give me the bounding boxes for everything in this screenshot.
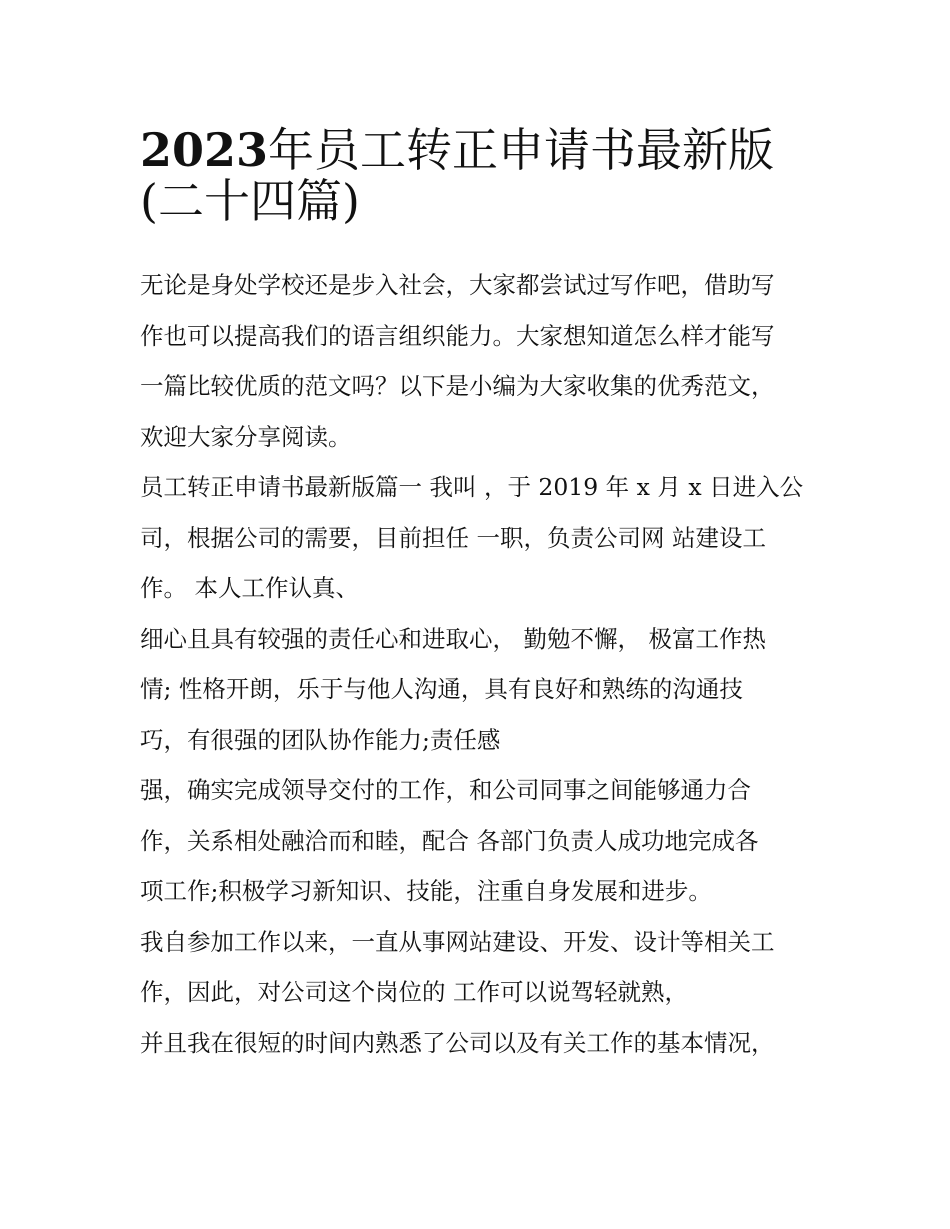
body-line: 我自参加工作以来，一直从事网站建设、开发、设计等相关工 <box>140 927 775 956</box>
body-line: 巧，有很强的团队协作能力;责任感 <box>140 725 501 754</box>
title-text: 年员工转正申请书最新版 <box>268 123 775 177</box>
body-line: 情; 性格开朗，乐于与他人沟通，具有良好和熟练的沟通技 <box>140 675 743 703</box>
title-year: 2023 <box>140 123 269 177</box>
body-line: 无论是身处学校还是步入社会，大家都尝试过写作吧，借助写 <box>140 271 775 299</box>
body-line: 司，根据公司的需要，目前担任 一职，负责公司网 站建设工 <box>140 523 766 552</box>
body-line: 欢迎大家分享阅读。 <box>140 422 352 451</box>
title-line-2: (二十四篇) <box>140 173 360 228</box>
document-title <box>140 112 830 228</box>
title-line-1 <box>140 112 830 177</box>
document-body <box>140 260 830 1068</box>
body-line: 一篇比较优质的范文吗？以下是小编为大家收集的优秀范文， <box>140 372 775 400</box>
body-line: 细心且具有较强的责任心和进取心， 勤勉不懈， 极富工作热 <box>140 624 766 653</box>
body-line: 员工转正申请书最新版篇一 我叫 ，于 2019 年 x 月 x 日进入公 <box>140 473 804 501</box>
body-line: 并且我在很短的时间内熟悉了公司以及有关工作的基本情况， <box>140 1028 775 1057</box>
body-line: 作，因此，对公司这个岗位的 工作可以说驾轻就熟， <box>140 978 688 1006</box>
body-line: 作，关系相处融洽而和睦，配合 各部门负责人成功地完成各 <box>140 826 759 855</box>
body-line: 项工作;积极学习新知识、技能，注重自身发展和进步。 <box>140 877 712 905</box>
body-line: 强，确实完成领导交付的工作，和公司同事之间能够通力合 <box>140 776 751 804</box>
body-line: 作。 本人工作认真、 <box>140 574 359 602</box>
body-line: 作也可以提高我们的语言组织能力。大家想知道怎么样才能写 <box>140 321 775 350</box>
